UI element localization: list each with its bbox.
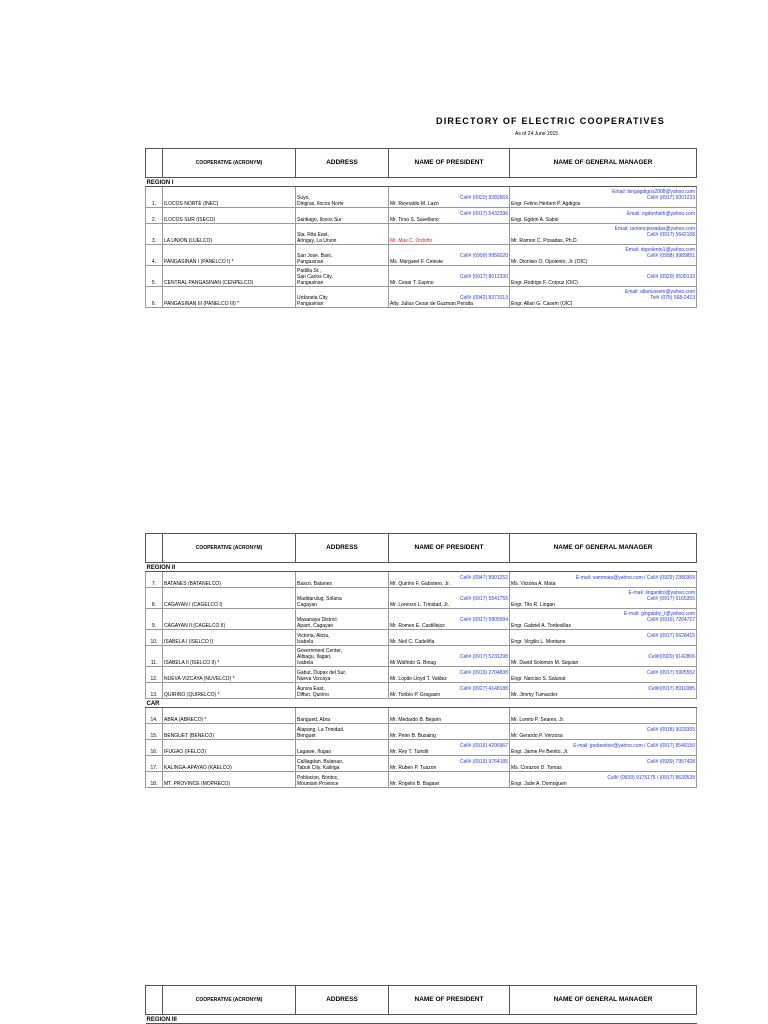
header-number — [146, 986, 163, 1015]
header-president: NAME OF PRESIDENT — [389, 986, 510, 1015]
row-number: 9. — [146, 609, 163, 630]
general-manager-contact: E-mail: gingabby_t@yahoo.com Cell# (0916) 7264727 — [624, 611, 695, 623]
president-cell — [389, 572, 510, 588]
general-manager-cell — [510, 266, 697, 287]
cooperative-address: Masanaya District Aparri, Cagayan — [296, 609, 389, 630]
general-manager-cell — [510, 609, 697, 630]
row-number: 1. — [146, 187, 163, 208]
directory-table-region-2-car — [145, 533, 695, 788]
cooperative-name: CAGAYAN I (CAGELCO I) — [163, 588, 296, 609]
president-name: Mr. Medardo B. Bejarin — [390, 717, 442, 723]
row-number: 7. — [146, 572, 163, 588]
president-cell — [389, 266, 510, 287]
general-manager-contact: Email: bingagdigos2008@yahoo.com Cell# (0917) 5001233 — [612, 189, 695, 201]
general-manager-contact: Cell# (0918) 9029305 — [646, 727, 695, 733]
directory-table — [145, 148, 697, 308]
cooperative-name: ILOCOS NORTE (INEC) — [163, 187, 296, 208]
general-manager-name: Engr. Jude A. Domoguen — [511, 781, 567, 787]
row-number: 12. — [146, 667, 163, 683]
general-manager-contact: Cell#(0920) 9142806 — [648, 654, 695, 660]
general-manager-name: Mr. David Solomon M. Siquian — [511, 660, 579, 666]
cooperative-name: QUIRINO (QUIRELCO) * — [163, 683, 296, 699]
cooperative-name: ILOCOS SUR (ISECO) — [163, 208, 296, 224]
president-contact: Cell# (0947) 8901252 — [459, 575, 508, 581]
cooperative-name: CAGAYAN II (CAGELCO II) — [163, 609, 296, 630]
general-manager-cell — [510, 208, 697, 224]
general-manager-name: Ms. Victoria A. Mata — [511, 581, 556, 587]
general-manager-cell — [510, 588, 697, 609]
general-manager-cell — [510, 646, 697, 667]
president-contact: Cell# (0917) 5231298 — [459, 654, 508, 660]
row-number: 5. — [146, 266, 163, 287]
directory-table — [145, 533, 697, 788]
table-row — [146, 572, 697, 588]
region-heading-row — [146, 1015, 697, 1024]
general-manager-cell — [510, 287, 697, 308]
general-manager-cell — [510, 187, 697, 208]
cooperative-name: BENGUET (BENECO) — [163, 724, 296, 740]
row-number: 14. — [146, 708, 163, 724]
general-manager-contact: Email: allancasem@yahoo.com Tel# (075) 568-2413 — [624, 289, 695, 301]
table-row — [146, 724, 697, 740]
general-manager-name: Engr. Virgilio L. Montano — [511, 639, 566, 645]
cooperative-address: San Jose, Bani, Pangasinan — [296, 245, 389, 266]
cooperative-name: CENTRAL PANGASINAN (CENPELCO) — [163, 266, 296, 287]
general-manager-contact: Cell# (0920) 9535133 — [646, 274, 695, 280]
general-manager-name: Ms. Corazon D. Tomas — [511, 765, 562, 771]
president-name: Mr. Quirino F. Gabotero, Jr. — [390, 581, 451, 587]
table-header-row — [146, 534, 697, 563]
region-heading-row — [146, 178, 697, 187]
directory-table-region-3 — [145, 985, 683, 1024]
president-contact: Cell# (0942) 8371013 — [459, 295, 508, 301]
president-cell — [389, 740, 510, 756]
row-number: 8. — [146, 588, 163, 609]
directory-table — [145, 985, 697, 1024]
table-row — [146, 708, 697, 724]
general-manager-contact: Email: ramoncposadas@yahoo.com Cell# (0917) 5642168 — [614, 226, 695, 238]
president-cell — [389, 609, 510, 630]
general-manager-name: Engr. Egdon A. Sabio — [511, 217, 559, 223]
region-heading: REGION I — [146, 178, 697, 187]
table-header-row — [146, 149, 697, 178]
header-address: ADDRESS — [296, 986, 389, 1015]
general-manager-cell — [510, 756, 697, 772]
general-manager-contact: Email: dopolento1@yahoo.com Cell# (0998) 9989851 — [625, 247, 695, 259]
cooperative-name: IFUGAO (IFELCO) — [163, 740, 296, 756]
general-manager-contact: Cell# (0939) 9175175 / (0917) 8639539 — [607, 775, 695, 781]
table-row — [146, 187, 697, 208]
president-name: Mr. Max C. Ordoño — [390, 238, 433, 244]
general-manager-contact: E-mail: vammata@yahoo.com / Cell# (0929) 2380369 — [575, 575, 695, 581]
table-row — [146, 740, 697, 756]
president-name: Mr. Tirso S. Savellano — [390, 217, 439, 223]
header-coop: COOPERATIVE (ACRONYM) — [163, 986, 296, 1015]
general-manager-name: Mr. Jimmy Tumacder — [511, 692, 558, 698]
table-row — [146, 245, 697, 266]
row-number: 13. — [146, 683, 163, 699]
general-manager-name: Engr. Tito R. Lingan — [511, 602, 555, 608]
cooperative-address: Urdaneta City Pangasinan — [296, 287, 389, 308]
general-manager-cell — [510, 708, 697, 724]
cooperative-address: Calliagdan, Bulanao, Tabuk City, Kalinga — [296, 756, 389, 772]
header-coop: COOPERATIVE (ACRONYM) — [163, 149, 296, 178]
general-manager-name: Engr. Gabriel A. Tordesillas — [511, 623, 571, 629]
row-number: 3. — [146, 224, 163, 245]
cooperative-address: Gabut, Dupax del Sur, Nueva Vizcaya — [296, 667, 389, 683]
cooperative-address: Padilla St., San Carlos City, Pangasinan — [296, 266, 389, 287]
president-cell — [389, 245, 510, 266]
president-contact: Cell# (0917) 5432396 — [459, 211, 508, 217]
general-manager-cell — [510, 772, 697, 788]
page-title: DIRECTORY OF ELECTRIC COOPERATIVES — [436, 116, 665, 126]
president-cell — [389, 588, 510, 609]
table-row — [146, 224, 697, 245]
cooperative-name: NUEVA VIZCAYA (NUVELCO) * — [163, 667, 296, 683]
row-number: 18. — [146, 772, 163, 788]
president-cell — [389, 646, 510, 667]
row-number: 4. — [146, 245, 163, 266]
president-cell — [389, 630, 510, 646]
cooperative-address: Santiago, Ilocos Sur — [296, 208, 389, 224]
general-manager-contact: Cell#(0917) 8910385 — [648, 686, 695, 692]
header-gm: NAME OF GENERAL MANAGER — [510, 534, 697, 563]
general-manager-name: Mr. Loreto P. Seares, Jr. — [511, 717, 565, 723]
president-cell — [389, 683, 510, 699]
president-name: Ms. Margaret F. Celeste — [390, 259, 444, 265]
president-cell — [389, 708, 510, 724]
president-contact: Cell# (0917) 5541755 — [459, 596, 508, 602]
president-contact: Cell# (0916) 4296967 — [459, 743, 508, 749]
general-manager-cell — [510, 224, 697, 245]
president-cell — [389, 208, 510, 224]
table-row — [146, 683, 697, 699]
general-manager-name: Engr. Felino Herbert P. Agdigos — [511, 201, 581, 207]
header-coop: COOPERATIVE (ACRONYM) — [163, 534, 296, 563]
president-name: Mr. Neil C. Cadeliña — [390, 639, 435, 645]
cooperative-address: Sta. Rita East, Aringay, La Union — [296, 224, 389, 245]
region-heading: CAR — [146, 699, 697, 708]
general-manager-contact: Cell# (0939) 7957428 — [646, 759, 695, 765]
table-header-row — [146, 986, 697, 1015]
cooperative-name: PANGASINAN III (PANELCO III) * — [163, 287, 296, 308]
president-cell — [389, 224, 510, 245]
president-name: Mr. Rey T. Tumilit — [390, 749, 429, 755]
president-cell — [389, 667, 510, 683]
cooperative-name: ISABELA II (ISELCO II) * — [163, 646, 296, 667]
table-row — [146, 208, 697, 224]
cooperative-address: Bangued, Abra — [296, 708, 389, 724]
president-cell — [389, 772, 510, 788]
president-name: Mr. Peter B. Busaing — [390, 733, 436, 739]
general-manager-cell — [510, 667, 697, 683]
general-manager-cell — [510, 572, 697, 588]
cooperative-address: Maddarulug, Solana Cagayan — [296, 588, 389, 609]
table-row — [146, 630, 697, 646]
row-number: 11. — [146, 646, 163, 667]
cooperative-name: ISABELA I (ISELCO I) — [163, 630, 296, 646]
directory-table-region-1 — [145, 148, 695, 308]
general-manager-cell — [510, 630, 697, 646]
table-row — [146, 609, 697, 630]
president-contact: Cell# (0917) 8012330 — [459, 274, 508, 280]
cooperative-address: Government Center, Alibagu, Ilagan, Isabela — [296, 646, 389, 667]
president-name: Mr. Ruben P. Tuazon — [390, 765, 437, 771]
region-heading: REGION II — [146, 563, 697, 572]
general-manager-cell — [510, 245, 697, 266]
cooperative-name: ABRA (ABRECO) * — [163, 708, 296, 724]
header-president: NAME OF PRESIDENT — [389, 534, 510, 563]
president-contact: Cell# (0927) 4148188 — [459, 686, 508, 692]
president-name: Mr. Reynaldo M. Lazo — [390, 201, 439, 207]
table-row — [146, 266, 697, 287]
cooperative-address: Victoria, Alicia, Isabela — [296, 630, 389, 646]
president-contact: Cell# (0920) 9282669 — [459, 195, 508, 201]
row-number: 16. — [146, 740, 163, 756]
general-manager-contact: Email: egdonfaith@yahoo.com — [626, 211, 695, 217]
region-heading-row — [146, 699, 697, 708]
president-name: Mr.Walfrido G. Binag — [390, 660, 436, 666]
region-heading-row — [146, 563, 697, 572]
header-number — [146, 149, 163, 178]
row-number: 17. — [146, 756, 163, 772]
president-contact: Cell# (0919) 2704838 — [459, 670, 508, 676]
president-cell — [389, 187, 510, 208]
cooperative-address: Alapang, La Trinidad, Benguet — [296, 724, 389, 740]
header-gm: NAME OF GENERAL MANAGER — [510, 149, 697, 178]
general-manager-name: Engr. Jaime Pe Benito, Jr. — [511, 749, 569, 755]
row-number: 2. — [146, 208, 163, 224]
president-cell — [389, 287, 510, 308]
president-contact: Cell# (0919) 9764185 — [459, 759, 508, 765]
general-manager-name: Mr. Dionisio O. Opolento, Jr. (OIC) — [511, 259, 588, 265]
cooperative-address: Suyo, Dingras, Ilocos Norte — [296, 187, 389, 208]
general-manager-cell — [510, 724, 697, 740]
general-manager-contact: Cell# (0917) 5905552 — [646, 670, 695, 676]
table-row — [146, 756, 697, 772]
general-manager-contact: Cell# (0917) 5628415 — [646, 633, 695, 639]
cooperative-address: Basco, Batanes — [296, 572, 389, 588]
cooperative-address: Poblacion, Bontoc, Mountain Province — [296, 772, 389, 788]
header-president: NAME OF PRESIDENT — [389, 149, 510, 178]
president-name: Mr. Lopito Lloyd T. Valdez — [390, 676, 447, 682]
row-number: 6. — [146, 287, 163, 308]
general-manager-contact: E-mail: lingantito@yahoo.com Cell# (0917) 5165355 — [628, 590, 695, 602]
cooperative-address: Lagawe, Ifugao — [296, 740, 389, 756]
president-name: Mr. Romeo E. Castillejos — [390, 623, 445, 629]
general-manager-name: Engr. Allan G. Casem (OIC) — [511, 301, 573, 307]
table-row — [146, 588, 697, 609]
president-name: Mr. Cesar T. Espino — [390, 280, 434, 286]
president-contact: Cell# (0917) 5805994 — [459, 617, 508, 623]
president-name: Atty. Julius Cesar de Guzman Peralta — [390, 301, 473, 307]
general-manager-name: Engr. Rodrigo F. Corpuz (OIC) — [511, 280, 578, 286]
table-row — [146, 667, 697, 683]
president-name: Mr. Rogelio B. Bagawi — [390, 781, 440, 787]
general-manager-name: Mr. Ramon C. Posadas, Ph.D. — [511, 238, 578, 244]
general-manager-cell — [510, 740, 697, 756]
cooperative-address: Aurora East, Diffun, Quirino — [296, 683, 389, 699]
region-heading: REGION III — [146, 1015, 697, 1024]
header-address: ADDRESS — [296, 149, 389, 178]
president-contact: Cell# (0999) 9956020 — [459, 253, 508, 259]
cooperative-name: KALINGA-APAYAO (KAELCO) — [163, 756, 296, 772]
row-number: 15. — [146, 724, 163, 740]
general-manager-cell — [510, 683, 697, 699]
president-cell — [389, 756, 510, 772]
header-number — [146, 534, 163, 563]
header-gm: NAME OF GENERAL MANAGER — [510, 986, 697, 1015]
header-address: ADDRESS — [296, 534, 389, 563]
president-name: Mr. Lorenzo L. Trinidad, Jr. — [390, 602, 450, 608]
general-manager-name: Mr. Gerardo P. Verzosa — [511, 733, 563, 739]
cooperative-name: LA UNION (LUELCO) — [163, 224, 296, 245]
cooperative-name: MT. PROVINCE (MOPRECO) — [163, 772, 296, 788]
table-row — [146, 287, 697, 308]
row-number: 10. — [146, 630, 163, 646]
page-subtitle: As of 24 June 2015 — [515, 131, 559, 137]
table-row — [146, 646, 697, 667]
general-manager-contact: E-mail: jpebenitoir@yahoo.com / Cell# (0917) 8549150 — [573, 743, 695, 749]
president-name: Mr. Toribio P. Gragasin — [390, 692, 441, 698]
president-cell — [389, 724, 510, 740]
table-row — [146, 772, 697, 788]
cooperative-name: BATANES (BATANELCO) — [163, 572, 296, 588]
cooperative-name: PANGASINAN I (PANELCO I) * — [163, 245, 296, 266]
general-manager-name: Engr. Narciso S. Salunat — [511, 676, 566, 682]
